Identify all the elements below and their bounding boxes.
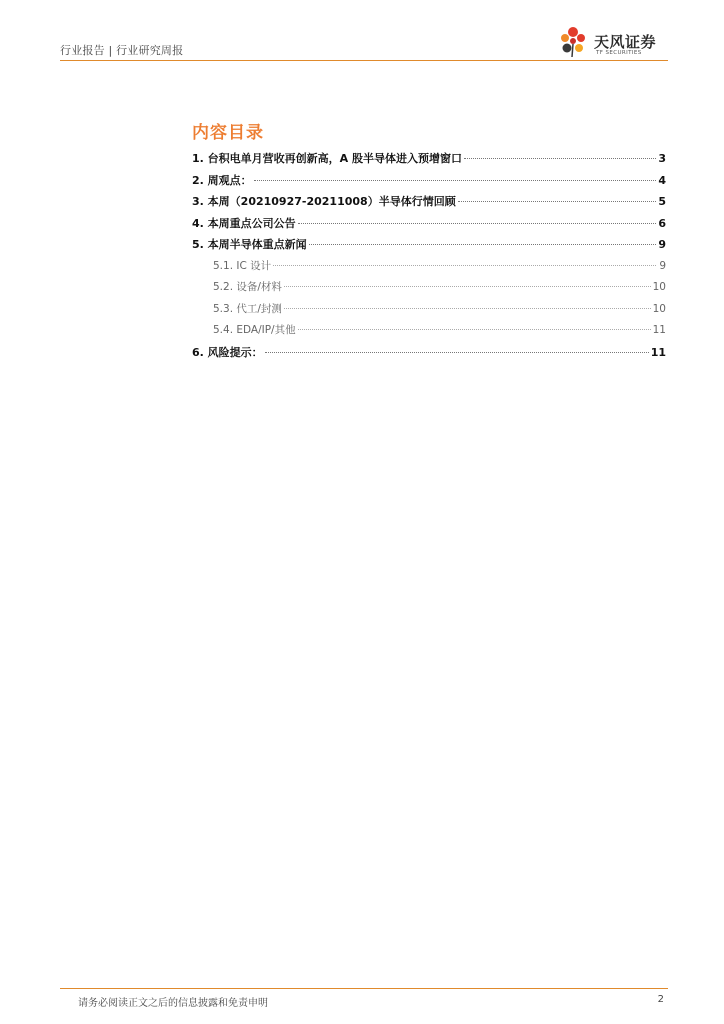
toc-entry-text: 5. 本周半导体重点新闻 <box>192 238 307 251</box>
toc-entry-text: 4. 本周重点公司公告 <box>192 216 296 230</box>
toc-entry-text: 3. 本周（20210927-20211008）半导体行情回顾 <box>192 195 456 208</box>
page-header <box>60 22 668 62</box>
toc-entry-5-3[interactable] <box>192 301 666 323</box>
toc-entry-1[interactable] <box>192 150 666 172</box>
toc-page-number: 11 <box>652 324 666 336</box>
toc-entry-3[interactable] <box>192 193 666 215</box>
toc-entry-4[interactable] <box>192 215 666 237</box>
company-logo <box>556 22 668 60</box>
report-type-label: 行业报告 | 行业研究周报 <box>60 44 184 57</box>
toc-entry-5-2[interactable] <box>192 279 666 301</box>
toc-entry-text: 5.1. IC 设计 <box>213 259 272 272</box>
toc-entry-6[interactable] <box>192 344 666 366</box>
toc-page-number: 4 <box>658 173 666 187</box>
header-divider <box>60 60 668 61</box>
toc-page-number: 9 <box>658 238 666 251</box>
footer-divider <box>60 988 668 989</box>
toc-page-number: 3 <box>658 152 666 165</box>
toc-leader-dots <box>254 180 656 181</box>
table-of-contents <box>192 118 666 365</box>
toc-leader-dots <box>284 308 651 309</box>
logo-english-name: TF SECURITIES <box>596 50 642 56</box>
toc-entry-text: 5.3. 代工/封测 <box>213 302 282 315</box>
logo-chinese-name: 天风证券 <box>594 33 657 51</box>
toc-page-number: 9 <box>659 259 666 272</box>
logo-flower-icon <box>556 24 590 58</box>
toc-leader-dots <box>298 223 656 224</box>
toc-title: 内容目录 <box>192 123 264 143</box>
toc-page-number: 5 <box>658 195 666 208</box>
toc-entry-2[interactable] <box>192 172 666 194</box>
toc-page-number: 6 <box>658 216 666 230</box>
toc-leader-dots <box>458 201 656 202</box>
disclaimer-text: 请务必阅读正文之后的信息披露和免责申明 <box>78 998 268 1009</box>
toc-entry-text: 6. 风险提示： <box>192 345 263 359</box>
page-number: 2 <box>657 994 664 1005</box>
toc-entry-text: 1. 台积电单月营收再创新高，A 股半导体进入预增窗口 <box>192 152 463 165</box>
toc-leader-dots <box>464 158 656 159</box>
toc-entry-5-4[interactable] <box>192 322 666 344</box>
toc-leader-dots <box>273 265 656 266</box>
toc-entry-text: 5.4. EDA/IP/其他 <box>213 324 296 336</box>
toc-entry-text: 2. 周观点： <box>192 173 252 187</box>
toc-page-number: 10 <box>652 281 666 293</box>
toc-entry-5-1[interactable] <box>192 258 666 280</box>
toc-entry-text: 5.2. 设备/材料 <box>213 281 282 293</box>
toc-leader-dots <box>309 244 656 245</box>
page-footer <box>60 988 668 1008</box>
toc-leader-dots <box>298 329 651 330</box>
toc-entry-5[interactable] <box>192 236 666 258</box>
toc-leader-dots <box>284 286 651 287</box>
toc-page-number: 11 <box>650 345 666 359</box>
toc-page-number: 10 <box>652 302 666 315</box>
toc-leader-dots <box>265 352 649 353</box>
